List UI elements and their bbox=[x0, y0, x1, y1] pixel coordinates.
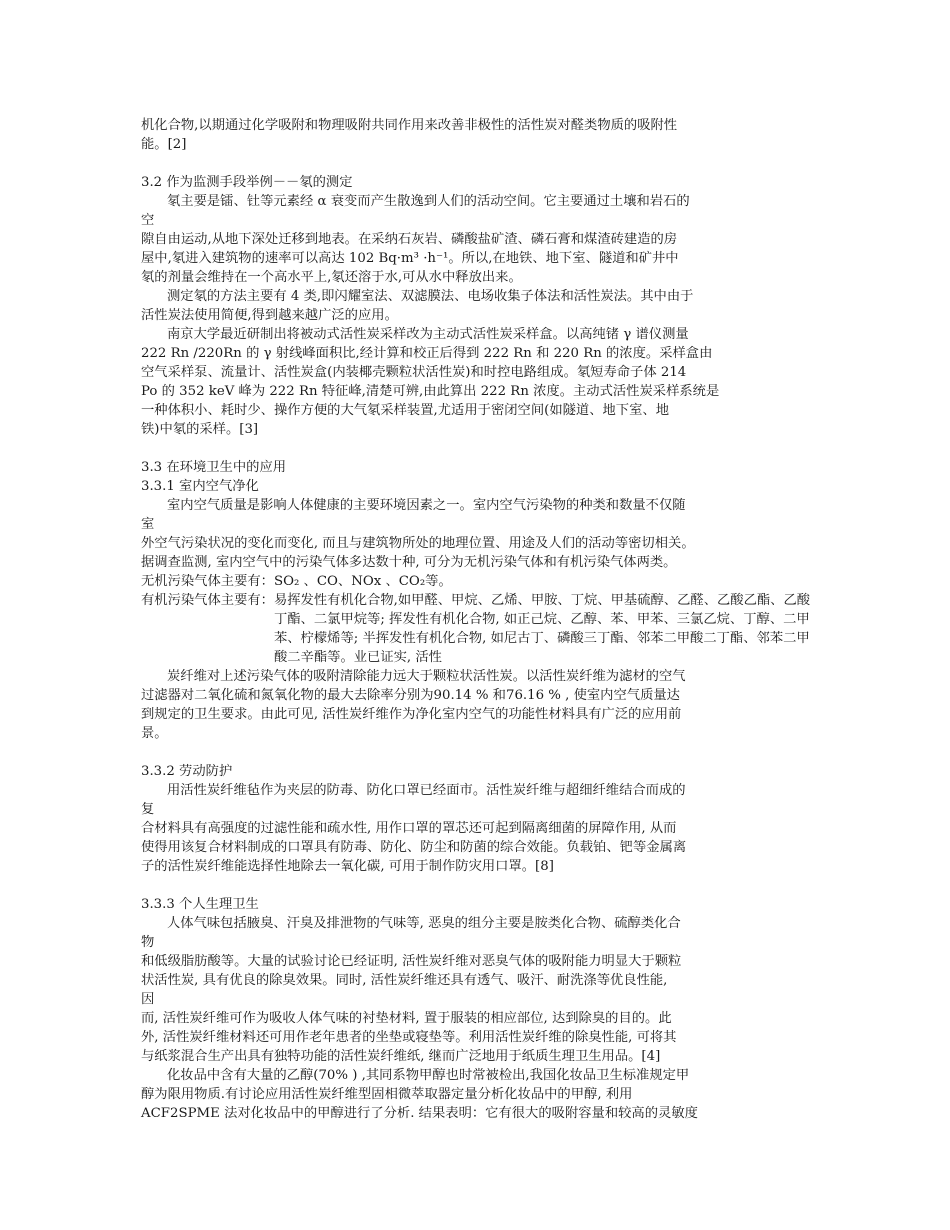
text-line: 与纸浆混合生产出具有独特功能的活性炭纤维纸, 继而广泛地用于纸质生理卫生用品。[4] bbox=[141, 1049, 661, 1064]
text-line: 3.3.2 劳动防护 bbox=[141, 764, 233, 779]
text-line: 子的活性炭纤维能选择性地除去一氧化碳, 可用于制作防灾用口罩。[8] bbox=[141, 859, 554, 874]
text-line: 外空气污染状况的变化而变化, 而且与建筑物所处的地理位置、用途及人们的活动等密切相关。 bbox=[141, 536, 695, 551]
text-line: 用活性炭纤维毡作为夹层的防毒、防化口罩已经面市。活性炭纤维与超细纤维结合而成的 bbox=[167, 783, 686, 798]
text-line: 使得用该复合材料制成的口罩具有防毒、防化、防尘和防菌的综合效能。负载铂、钯等金属离 bbox=[141, 840, 687, 855]
text-line: 铁)中氡的采样。[3] bbox=[141, 422, 259, 437]
text-line: 物 bbox=[141, 935, 155, 950]
text-line: 状活性炭, 具有优良的除臭效果。同时, 活性炭纤维还具有透气、吸汗、耐洗涤等优良性能, bbox=[141, 973, 668, 988]
text-line: 醇为限用物质.有讨论应用活性炭纤维型固相微萃取器定量分析化妆品中的甲醇, 利用 bbox=[141, 1087, 633, 1102]
text-line: 测定氡的方法主要有 4 类,即闪耀室法、双滤膜法、电场收集子体法和活性炭法。其中由于 bbox=[167, 289, 694, 304]
paragraph-gap bbox=[141, 876, 821, 895]
item-label: 有机污染气体主要有： bbox=[141, 593, 274, 608]
text-line: 而, 活性炭纤维可作为吸收人体气味的衬垫材料, 置于服装的相应部位, 达到除臭的目的。此 bbox=[141, 1011, 672, 1026]
paragraph-gap bbox=[141, 743, 821, 762]
paragraph-gap bbox=[141, 154, 821, 173]
text-line: 氡的剂量会维持在一个高水平上,氡还溶于水,可从水中释放出来。 bbox=[141, 270, 522, 285]
text-line: 能。[2] bbox=[141, 137, 187, 152]
text-line: 无机污染气体主要有：SO₂ 、CO、NOx 、CO₂等。 bbox=[141, 574, 452, 589]
text-line: 222 Rn /220Rn 的 γ 射线峰面积比,经计算和校正后得到 222 Rn 和 220 Rn 的浓度。采样盒由 bbox=[141, 346, 713, 361]
item-text: 易挥发性有机化合物,如甲醛、甲烷、乙烯、甲胺、丁烷、甲基硫醇、乙醛、乙酸乙酯、乙酸丁酯、二氯甲烷等; 挥发性有机化合物, 如正己烷、乙醇、苯、甲苯、三氯乙烷、丁醇、二甲苯、柠檬烯等; 半挥发性有机化合物, 如尼古丁、磷酸三丁酯、邻苯二甲酸二丁酯、邻苯二甲酸二辛酯等。业已证实, 活性 bbox=[273, 593, 811, 665]
text-line: 隙自由运动,从地下深处迁移到地表。在采纳石灰岩、磷酸盐矿渣、磷石膏和煤渣砖建造的房 bbox=[141, 232, 678, 247]
text-line: 3.3.1 室内空气净化 bbox=[141, 479, 259, 494]
text-line: 空 bbox=[141, 213, 155, 228]
text-line: 合材料具有高强度的过滤性能和疏水性, 用作口罩的罩芯还可起到隔离细菌的屏障作用, 从而 bbox=[141, 821, 677, 836]
document-body bbox=[141, 116, 821, 1123]
text-line: 外, 活性炭纤维材料还可用作老年患者的坐垫或寝垫等。利用活性炭纤维的除臭性能, 可将其 bbox=[141, 1030, 677, 1045]
text-line: 炭纤维对上述污染气体的吸附清除能力远大于颗粒状活性炭。以活性炭纤维为滤材的空气 bbox=[167, 669, 686, 684]
text-line: 人体气味包括腋臭、汗臭及排泄物的气味等, 恶臭的组分主要是胺类化合物、硫醇类化合 bbox=[167, 916, 681, 931]
text-line: 景。 bbox=[141, 726, 168, 741]
text-line: 复 bbox=[141, 802, 155, 817]
text-line: 和低级脂肪酸等。大量的试验讨论已经证明, 活性炭纤维对恶臭气体的吸附能力明显大于颗粒 bbox=[141, 954, 682, 969]
text-line: 室内空气质量是影响人体健康的主要环境因素之一。室内空气污染物的种类和数量不仅随 bbox=[167, 498, 686, 513]
text-line: 因 bbox=[141, 992, 155, 1007]
labelled-list-item bbox=[141, 591, 821, 667]
text-line: Po 的 352 keV 峰为 222 Rn 特征峰,清楚可辨,由此算出 222 Rn 浓度。主动式活性炭采样系统是 bbox=[141, 384, 720, 399]
text-line: 一种体积小、耗时少、操作方便的大气氡采样装置,尤适用于密闭空间(如隧道、地下室、地 bbox=[141, 403, 669, 418]
text-line: 室 bbox=[141, 517, 155, 532]
text-line: 化妆品中含有大量的乙醇(70% ) ,其同系物甲醇也时常被检出,我国化妆品卫生标准规定甲 bbox=[167, 1068, 690, 1083]
text-line: ACF2SPME 法对化妆品中的甲醇进行了分析. 结果表明：它有很大的吸附容量和较高的灵敏度 bbox=[141, 1106, 698, 1121]
text-line: 3.3.3 个人生理卫生 bbox=[141, 897, 259, 912]
text-line: 3.2 作为监测手段举例－－氡的测定 bbox=[141, 175, 353, 190]
text-line: 氡主要是镭、钍等元素经 α 衰变而产生散逸到人们的活动空间。它主要通过土壤和岩石的 bbox=[167, 194, 690, 209]
text-line: 过滤器对二氧化硫和氮氧化物的最大去除率分别为90.14 % 和76.16 % , 使室内空气质量达 bbox=[141, 688, 680, 703]
paragraph-gap bbox=[141, 439, 821, 458]
text-line: 南京大学最近研制出将被动式活性炭采样改为主动式活性炭采样盒。以高纯锗 γ 谱仪测量 bbox=[167, 327, 689, 342]
text-line: 3.3 在环境卫生中的应用 bbox=[141, 460, 287, 475]
text-line: 到规定的卫生要求。由此可见, 活性炭纤维作为净化室内空气的功能性材料具有广泛的应用前 bbox=[141, 707, 682, 722]
text-line: 空气采样泵、流量计、活性炭盒(内装椰壳颗粒状活性炭)和时控电路组成。氡短寿命子体 214 bbox=[141, 365, 687, 380]
text-line: 机化合物,以期通过化学吸附和物理吸附共同作用来改善非极性的活性炭对醛类物质的吸附性 bbox=[141, 118, 678, 133]
text-line: 据调查监测, 室内空气中的污染气体多达数十种, 可分为无机污染气体和有机污染气体两类。 bbox=[141, 555, 677, 570]
text-line: 屋中,氡进入建筑物的速率可以高达 102 Bq·m³ ·h⁻¹。所以,在地铁、地下室、隧道和矿井中 bbox=[141, 251, 679, 266]
text-line: 活性炭法使用简便,得到越来越广泛的应用。 bbox=[141, 308, 398, 323]
